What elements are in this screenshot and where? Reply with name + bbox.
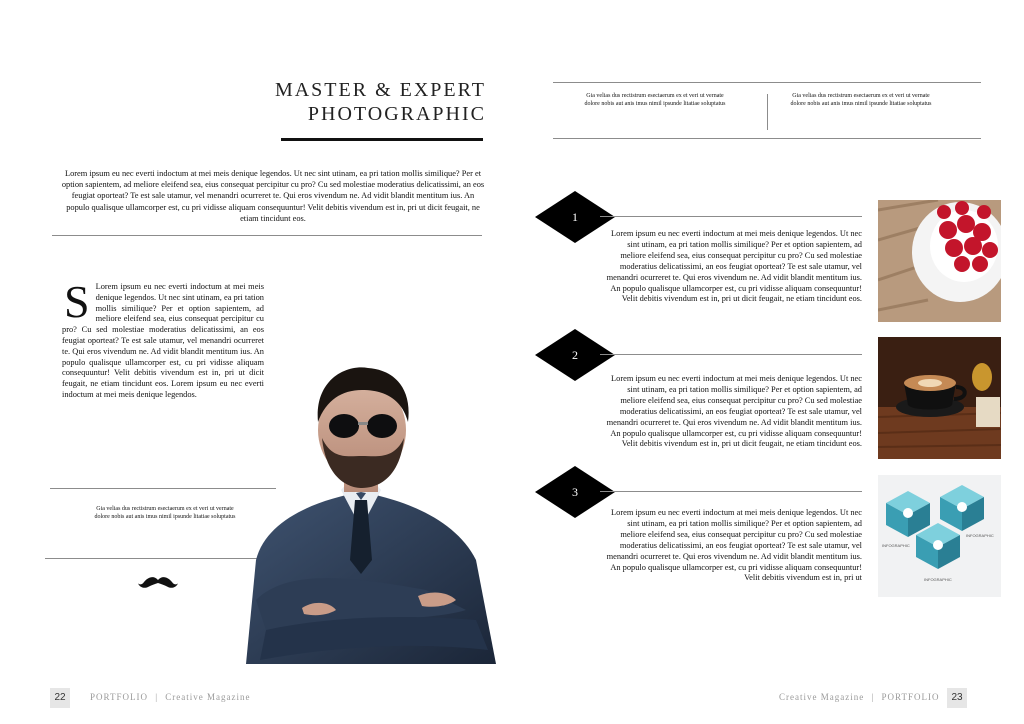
- divider: [52, 235, 482, 236]
- section-rule: [600, 491, 862, 492]
- footer-magazine-name: Creative Magazine: [165, 692, 251, 702]
- coffee-photo: [878, 337, 1001, 459]
- page-number-left: 22: [50, 688, 70, 708]
- footer-section-label: PORTFOLIO: [90, 692, 148, 702]
- section-rule: [600, 354, 862, 355]
- section-number: 1: [572, 210, 578, 224]
- infographic-label: INFOGRAPHIC: [966, 533, 994, 538]
- section-text: Lorem ipsum eu nec everti indoctum at mei meis denique legendos. Ut nec sint utinam, ea pri tation mollis similique? Per et option sapientem, ad meliore eleifend sea, eius consequat percipitur cu pro? Cu sed molestiae moderatius delicatissimi, an eos feugiat oporteat? Te est sale utamur, vel menandri ocurreret te. Qui eros vivendum ne. Ad vidit blandit mentitum ius. An populo qualisque ullamcorper est, cu pri vidisse aliquam consequuntur! Velit debitis vivendum est in, pri ut dicit feugait, ne etiam tincidunt eos.: [606, 229, 862, 304]
- title-line-2: PHOTOGRAPHIC: [307, 103, 486, 125]
- footer-right: Creative Magazine | PORTFOLIO: [779, 692, 940, 702]
- infographic-label: INFOGRAPHIC: [882, 543, 910, 548]
- caption-divider: [767, 94, 768, 130]
- footer-left: PORTFOLIO | Creative Magazine: [90, 692, 251, 702]
- section-number: 2: [572, 348, 578, 362]
- dropcap-letter: S: [64, 276, 90, 327]
- section-text: Lorem ipsum eu nec everti indoctum at mei meis denique legendos. Ut nec sint utinam, ea pri tation mollis similique? Per et option sapientem, ad meliore eleifend sea, eius consequat percipitur cu pro? Cu sed molestiae moderatius delicatissimi, an eos feugiat oporteat? Te est sale utamur, vel menandri ocurreret te. Qui eros vivendum ne. Ad vidit blandit mentitum ius. An populo qualisque ullamcorper est, cu pri vidisse aliquam consequuntur! Velit debitis vivendum est in, pri ut: [606, 508, 862, 583]
- portrait-photo: [226, 360, 500, 664]
- infographic-image: [878, 475, 1001, 597]
- title-underline: [281, 138, 483, 141]
- page-number-right: 23: [947, 688, 967, 708]
- top-caption-2: Gia velias dus rectistrum esectaerum ex et veri ut vernate dolore nobis aut anis imus nimil ipsunde litatiae soluptatus: [790, 93, 932, 108]
- divider: [553, 138, 981, 139]
- divider: [553, 82, 981, 83]
- top-caption-1: Gia velias dus rectistrum esectaerum ex et veri ut vernate dolore nobis aut anis imus nimil ipsunde litatiae soluptatus: [584, 93, 726, 108]
- page-title: [250, 78, 486, 126]
- infographic-label: INFOGRAPHIC: [924, 577, 952, 582]
- mustache-icon: [138, 575, 178, 589]
- raspberries-photo: [878, 200, 1001, 322]
- section-rule: [600, 216, 862, 217]
- dropcap-body: Lorem ipsum eu nec everti indoctum at mei meis denique legendos. Ut nec sint utinam, ea pri tation mollis similique? Per et option sapientem, ad meliore eleifend sea, eius consequat percipitur cu pro? Cu sed molestiae moderatius delicatissimi, an eos feugiat oporteat? Te est sale utamur, vel menandri ocurreret te. Qui eros vivendum ne. Ad vidit blandit mentitum ius. An populo qualisque ullamcorper est, cu pri vidisse aliquam consequuntur! Velit debitis vivendum est in, pri ut dicit feugait, ne etiam tincidunt eos. Lorem ipsum eu nec everti indoctum at mei meis denique legendos.: [62, 282, 264, 399]
- footer-magazine-name: Creative Magazine: [779, 692, 865, 702]
- section-number: 3: [572, 485, 578, 499]
- footer-section-label: PORTFOLIO: [881, 692, 940, 702]
- intro-paragraph: Lorem ipsum eu nec everti indoctum at mei meis denique legendos. Ut nec sint utinam, ea pri tation mollis similique? Per et option sapientem, ad meliore eleifend sea, eius consequat percipitur cu pro? Cu sed molestiae moderatius delicatissimi, an eos feugiat oporteat? Te est sale utamur, vel menandri ocurreret te. Qui eros vivendum ne. Ad vidit blandit mentitum ius. An populo qualisque ullamcorper est, cu pri vidisse aliquam consequuntur! Velit debitis vivendum est in, pri ut dicit feugait, ne etiam tincidunt eos.: [61, 169, 485, 223]
- section-text: Lorem ipsum eu nec everti indoctum at mei meis denique legendos. Ut nec sint utinam, ea pri tation mollis similique? Per et option sapientem, ad meliore eleifend sea, eius consequat percipitur cu pro? Cu sed molestiae moderatius delicatissimi, an eos feugiat oporteat? Te est sale utamur, vel menandri ocurreret te. Qui eros vivendum ne. Ad vidit blandit mentitum ius. An populo qualisque ullamcorper est, cu pri vidisse aliquam consequuntur! Velit debitis vivendum est in, pri ut dicit feugait, ne etiam tincidunt eos.: [606, 374, 862, 449]
- title-line-1: MASTER & EXPERT: [274, 79, 486, 101]
- left-caption: Gia velias dus rectistrum esectaerum ex et veri ut vernate dolore nobis aut anis imus nimil ipsunde litatiae soluptatus: [94, 506, 236, 520]
